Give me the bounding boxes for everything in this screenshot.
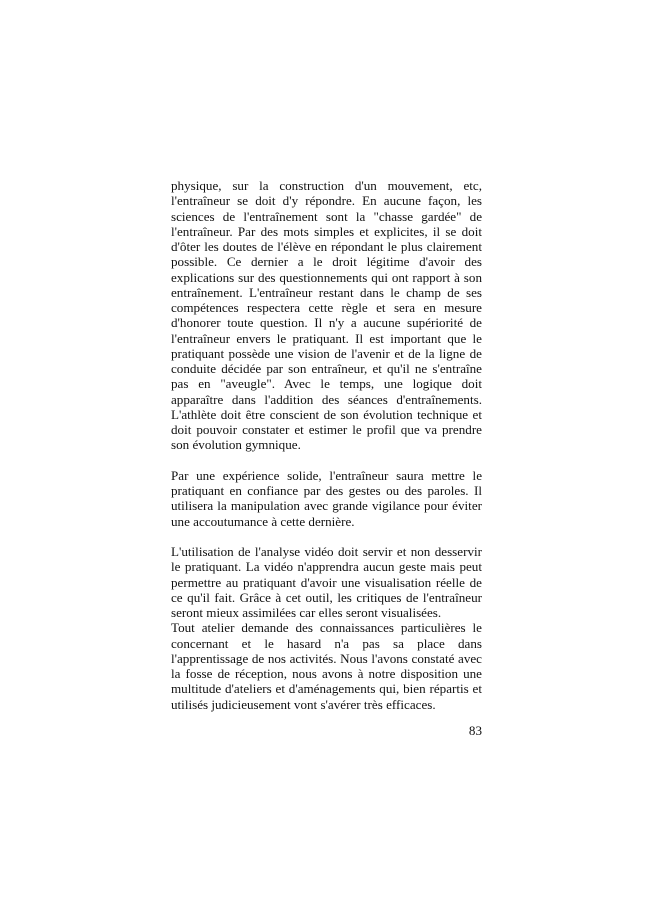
body-text (171, 178, 482, 712)
paragraph-gap (171, 529, 482, 544)
paragraph-gap (171, 453, 482, 468)
paragraph-coach-answers: physique, sur la construction d'un mouvement, etc, l'entraîneur se doit d'y répondre. En aucune façon, les sciences de l'entraînement sont la "chasse gardée" de l'entraîneur. Par des mots simples et explicites, il se doit d'ôter les doutes de l'élève en répondant le plus clairement possible. Ce dernier a le droit légitime d'avoir des explications sur des questionnements qui ont rapport à son entraînement. L'entraîneur restant dans le champ de ses compétences respectera cette règle et sera en mesure d'honorer toute question. Il n'y a aucune supériorité de l'entraîneur envers le pratiquant. Il est important que le pratiquant possède une vision de l'avenir et de la ligne de conduite décidée par son entraîneur, et qu'il ne s'entraîne pas en "aveugle". Avec le temps, une logique doit apparaître dans l'addition des séances d'entraînements. L'athlète doit être conscient de son évolution technique et doit pouvoir constater et estimer le profil que va prendre son évolution gymnique. (171, 178, 482, 453)
paragraph-experience: Par une expérience solide, l'entraîneur saura mettre le pratiquant en confiance par des gestes ou des paroles. Il utilisera la manipulation avec grande vigilance pour éviter une accoutumance à cette dernière. (171, 467, 482, 529)
paragraph-workshops: Tout atelier demande des connaissances particulières le concernant et le hasard n'a pas sa place dans l'apprentissage de nos activités. Nous l'avons constaté avec la fosse de réception, nous avons à notre disposition une multitude d'ateliers et d'aménagements qui, bien répartis et utilisés judicieusement vont s'avérer très efficaces. (171, 620, 482, 712)
page-number: 83 (468, 723, 482, 738)
paragraph-video-analysis: L'utilisation de l'analyse vidéo doit servir et non desservir le pratiquant. La vidéo n'apprendra aucun geste mais peut permettre au pratiquant d'avoir une visualisation réelle de ce qu'il fait. Grâce à cet outil, les critiques de l'entraîneur seront mieux assimilées car elles seront visualisées. (171, 544, 482, 620)
